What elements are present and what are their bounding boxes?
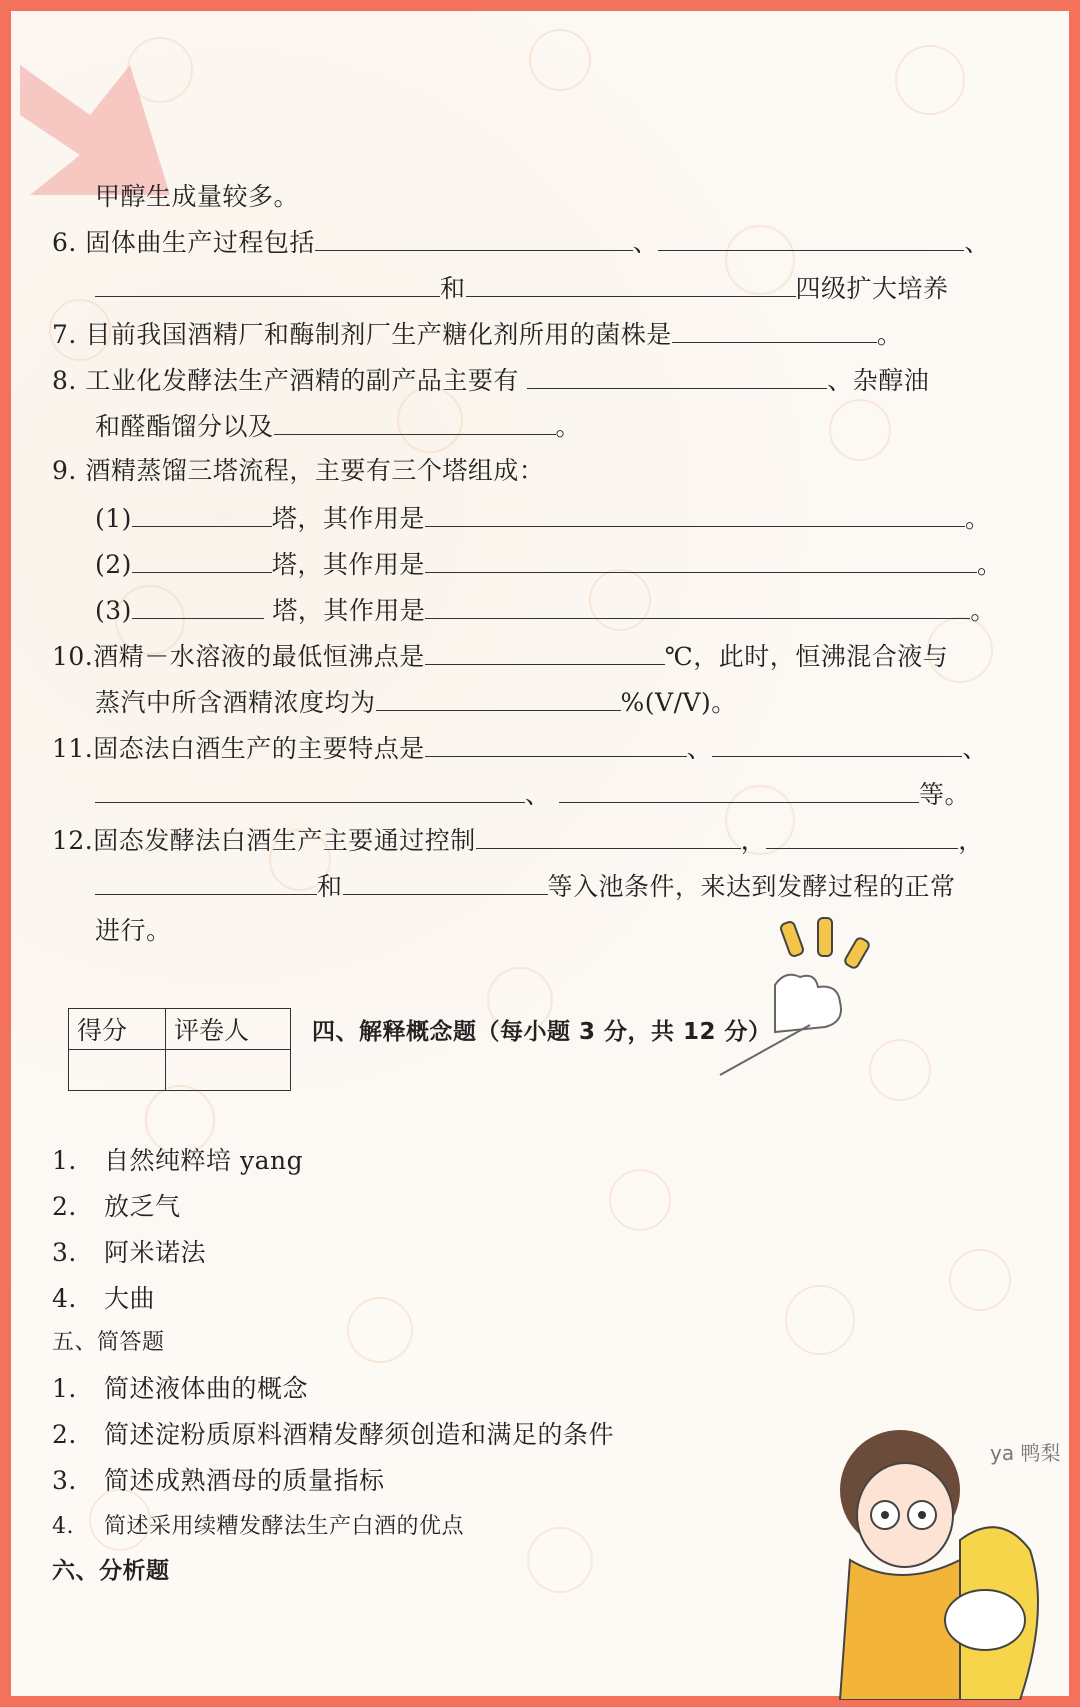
separator: 、 xyxy=(962,734,988,763)
answer-blank[interactable] xyxy=(95,868,317,895)
question-number: 8. xyxy=(52,366,77,395)
separator: 、 xyxy=(632,228,659,257)
answer-blank[interactable] xyxy=(132,546,272,573)
answer-blank[interactable] xyxy=(527,362,827,389)
question-11-line2 xyxy=(95,776,970,812)
question-number: 11. xyxy=(52,734,94,763)
short-answer-item-2 xyxy=(52,1418,614,1452)
question-8 xyxy=(52,362,929,398)
item-text: 简述成熟酒母的质量指标 xyxy=(104,1466,385,1495)
question-number: 10. xyxy=(52,642,94,671)
concept-item-4 xyxy=(52,1282,155,1316)
question-text: 酒精－水溶液的最低恒沸点是 xyxy=(93,642,425,671)
continuation-text: 甲醇生成量较多。 xyxy=(95,182,300,211)
answer-blank[interactable] xyxy=(95,270,440,297)
item-number: 4. xyxy=(52,1514,74,1539)
score-cell[interactable] xyxy=(69,1050,166,1091)
question-tail: 四级扩大培养 xyxy=(795,274,949,303)
concept-item-1 xyxy=(52,1144,303,1178)
question-10-line2 xyxy=(95,684,737,720)
question-tail: 。 xyxy=(876,320,903,349)
answer-blank[interactable] xyxy=(766,822,958,849)
answer-blank[interactable] xyxy=(466,270,796,297)
section-6-title: 六、分析题 xyxy=(52,1558,170,1584)
question-10 xyxy=(52,638,948,674)
thumbs-up-sticker-icon xyxy=(700,910,900,1090)
item-tail: 。 xyxy=(970,596,996,625)
question-9-item-1 xyxy=(95,500,990,536)
question-6 xyxy=(52,224,990,260)
question-text: 固态法白酒生产的主要特点是 xyxy=(93,734,425,763)
answer-blank[interactable] xyxy=(658,224,964,251)
item-text: 塔，其作用是 xyxy=(272,596,426,625)
answer-blank[interactable] xyxy=(95,776,525,803)
item-text: 放乏气 xyxy=(104,1192,181,1221)
question-tail: 。 xyxy=(555,412,582,441)
question-12-line2 xyxy=(95,868,956,904)
question-7 xyxy=(52,316,902,352)
question-12-line3: 进行。 xyxy=(95,916,172,945)
section-4-title: 四、解释概念题（每小题 3 分，共 12 分） xyxy=(312,1019,772,1045)
item-text: 塔，其作用是 xyxy=(271,504,425,533)
question-text: 蒸汽中所含酒精浓度均为 xyxy=(95,688,376,717)
section-5-title: 五、简答题 xyxy=(52,1330,165,1355)
question-tail: 等。 xyxy=(918,780,970,809)
separator: 、 xyxy=(525,780,551,809)
item-text: 自然纯粹培 yang xyxy=(104,1146,304,1175)
score-header: 得分 xyxy=(69,1009,166,1050)
item-number: 4. xyxy=(52,1284,77,1313)
item-number: 3. xyxy=(52,1238,77,1267)
question-6-line2 xyxy=(95,270,949,306)
grader-header: 评卷人 xyxy=(166,1009,291,1050)
question-text: 等入池条件，来达到发酵过程的正常 xyxy=(547,872,956,901)
question-text: 酒精蒸馏三塔流程，主要有三个塔组成： xyxy=(85,456,545,485)
item-number: 2. xyxy=(52,1420,77,1449)
item-text: 简述液体曲的概念 xyxy=(104,1374,309,1403)
answer-blank[interactable] xyxy=(712,730,962,757)
conjunction: 和 xyxy=(440,274,466,303)
answer-blank[interactable] xyxy=(132,500,272,527)
conjunction: 和 xyxy=(317,872,343,901)
answer-blank[interactable] xyxy=(425,500,965,527)
answer-blank[interactable] xyxy=(376,684,621,711)
question-number: 9. xyxy=(52,456,77,485)
separator: 、 xyxy=(686,734,713,763)
item-label: (2) xyxy=(95,550,132,579)
question-text: 工业化发酵法生产酒精的副产品主要有 xyxy=(85,366,519,395)
cartoon-character-sticker-icon xyxy=(810,1420,1070,1700)
question-12 xyxy=(52,822,984,858)
question-text: 固态发酵法白酒生产主要通过控制 xyxy=(93,826,476,855)
separator: ， xyxy=(740,826,767,855)
item-tail: 。 xyxy=(976,550,1003,579)
answer-blank[interactable] xyxy=(425,730,687,757)
question-number: 12. xyxy=(52,826,94,855)
answer-blank[interactable] xyxy=(672,316,877,343)
item-text: 简述淀粉质原料酒精发酵须创造和满足的条件 xyxy=(104,1420,615,1449)
item-label: (1) xyxy=(95,504,132,533)
item-text: 大曲 xyxy=(104,1284,156,1313)
question-9 xyxy=(52,454,544,488)
question-text: 、杂醇油 xyxy=(827,366,930,395)
answer-blank[interactable] xyxy=(425,592,970,619)
item-number: 1. xyxy=(52,1374,77,1403)
question-text: 固体曲生产过程包括 xyxy=(85,228,315,257)
question-9-item-3 xyxy=(95,592,996,628)
question-number: 6. xyxy=(52,228,77,257)
item-number: 1. xyxy=(52,1146,77,1175)
question-tail: %(V/V)。 xyxy=(620,688,737,717)
item-text: 塔，其作用是 xyxy=(271,550,425,579)
separator: 、 xyxy=(964,228,990,257)
score-table xyxy=(68,1008,291,1091)
item-label: (3) xyxy=(95,596,132,625)
answer-blank[interactable] xyxy=(343,868,548,895)
answer-blank[interactable] xyxy=(425,546,977,573)
grader-cell[interactable] xyxy=(166,1050,291,1091)
item-number: 3. xyxy=(52,1466,77,1495)
answer-blank[interactable] xyxy=(425,638,665,665)
item-tail: 。 xyxy=(964,504,991,533)
separator: ， xyxy=(958,826,984,855)
short-answer-item-1 xyxy=(52,1372,308,1406)
question-text: 和醛酯馏分以及 xyxy=(95,412,274,441)
question-text: ℃，此时，恒沸混合液与 xyxy=(664,642,949,671)
answer-blank[interactable] xyxy=(132,592,264,619)
question-9-item-2 xyxy=(95,546,1002,582)
item-text: 简述采用续糟发酵法生产白酒的优点 xyxy=(104,1514,465,1539)
short-answer-item-3 xyxy=(52,1464,385,1498)
question-text: 目前我国酒精厂和酶制剂厂生产糖化剂所用的菌株是 xyxy=(85,320,672,349)
concept-item-3 xyxy=(52,1236,206,1270)
item-text: 阿米诺法 xyxy=(104,1238,207,1267)
question-11 xyxy=(52,730,988,766)
question-number: 7. xyxy=(52,320,77,349)
short-answer-item-4 xyxy=(52,1510,464,1544)
answer-blank[interactable] xyxy=(274,408,556,435)
concept-item-2 xyxy=(52,1190,181,1224)
question-8-line2 xyxy=(95,408,581,444)
answer-blank[interactable] xyxy=(559,776,919,803)
answer-blank[interactable] xyxy=(315,224,633,251)
answer-blank[interactable] xyxy=(476,822,741,849)
watermark-text: ya 鸭梨 xyxy=(990,1441,1061,1465)
item-number: 2. xyxy=(52,1192,77,1221)
